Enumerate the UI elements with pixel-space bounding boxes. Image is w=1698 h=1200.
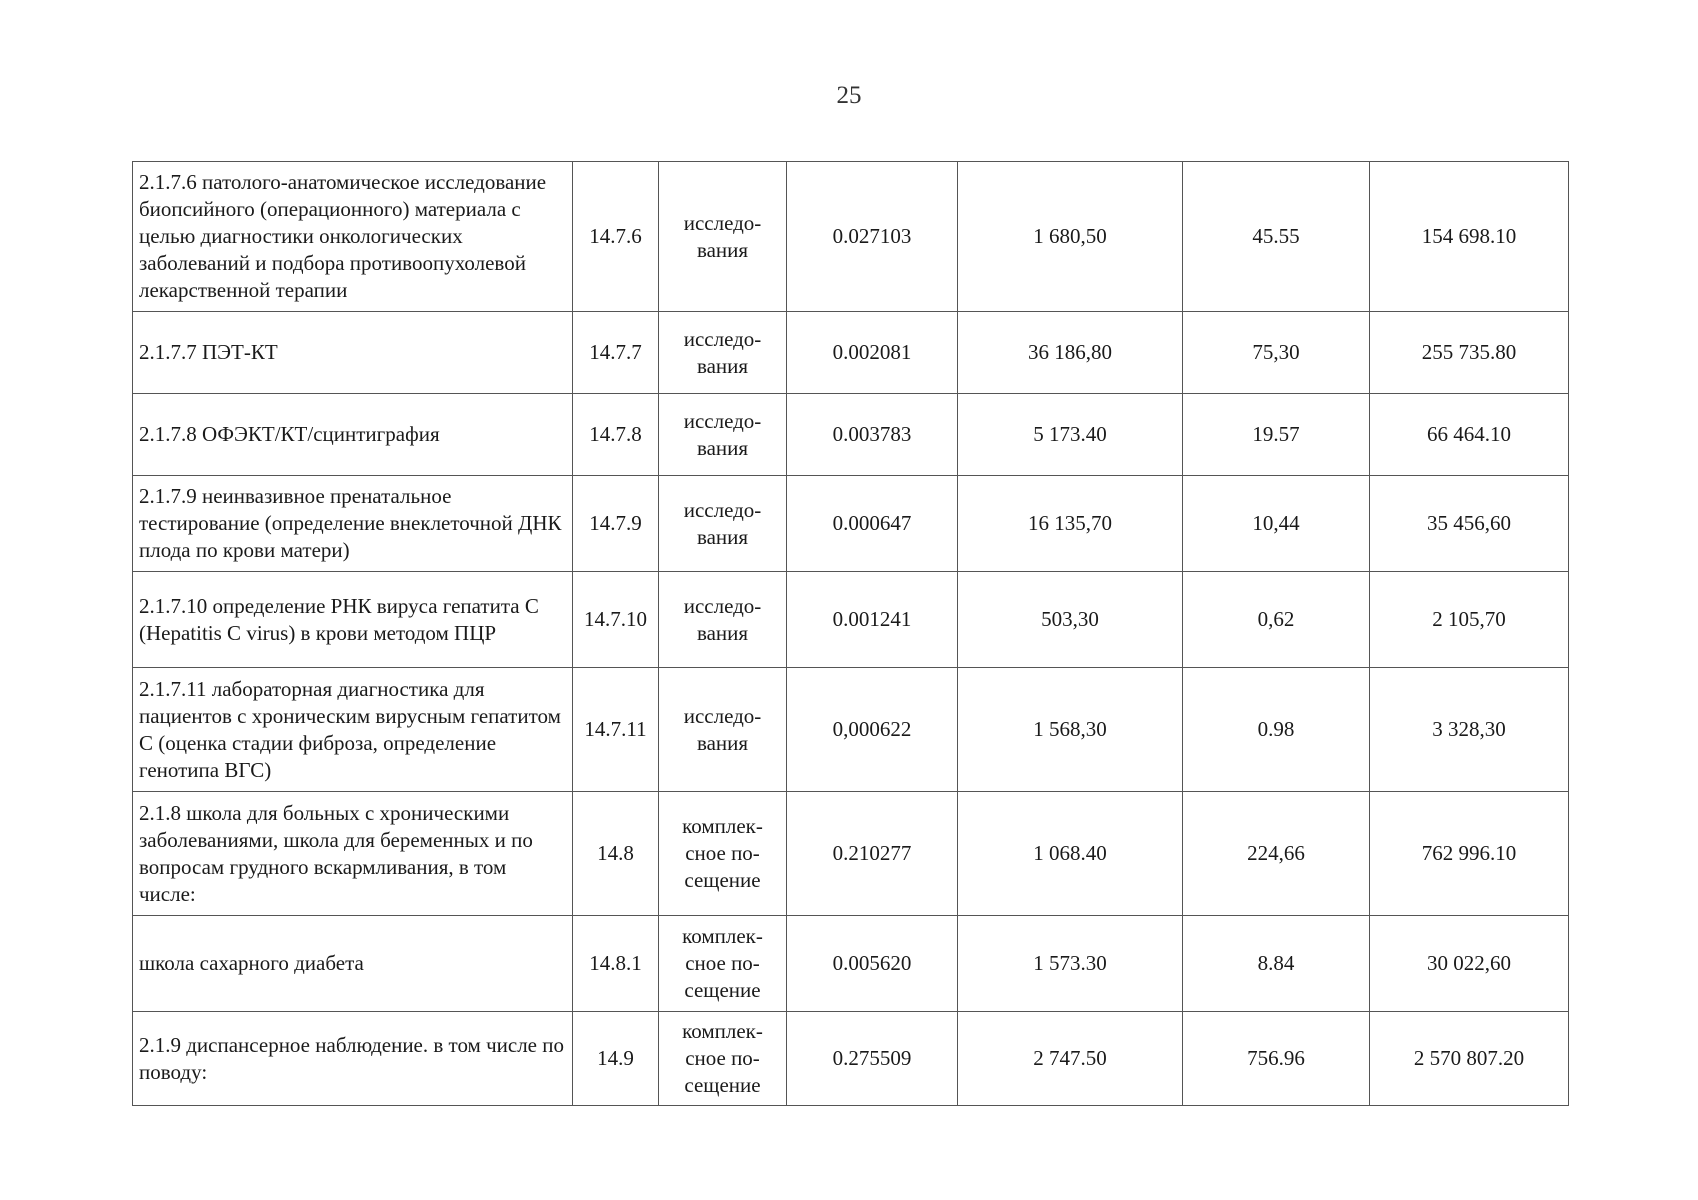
table-row (133, 162, 1569, 312)
table-row (133, 312, 1569, 394)
row-norm: 0.000647 (787, 476, 958, 572)
data-table (132, 161, 1569, 1106)
row-per-capita: 10,44 (1183, 476, 1370, 572)
row-unit: исследо- вания (659, 668, 787, 792)
page-number: 25 (836, 82, 862, 109)
row-per-capita: 0,62 (1183, 572, 1370, 668)
row-norm: 0,000622 (787, 668, 958, 792)
row-name: 2.1.7.8 ОФЭКТ/КТ/сцинтиграфия (133, 394, 573, 476)
table-row (133, 572, 1569, 668)
row-per-capita: 19.57 (1183, 394, 1370, 476)
row-code: 14.8.1 (573, 916, 659, 1012)
row-code: 14.7.9 (573, 476, 659, 572)
row-unit: исследо- вания (659, 572, 787, 668)
row-total: 762 996.10 (1370, 792, 1569, 916)
row-total: 66 464.10 (1370, 394, 1569, 476)
row-unit: комплек- сное по- сещение (659, 916, 787, 1012)
row-per-capita: 8.84 (1183, 916, 1370, 1012)
table-row (133, 1012, 1569, 1106)
row-name: 2.1.8 школа для больных с хроническими заболеваниями, школа для беременных и по вопросам грудного вскармливания, в том числе: (133, 792, 573, 916)
row-per-capita: 224,66 (1183, 792, 1370, 916)
row-code: 14.7.6 (573, 162, 659, 312)
row-norm: 0.275509 (787, 1012, 958, 1106)
row-per-capita: 75,30 (1183, 312, 1370, 394)
row-name: 2.1.7.6 патолого-анатомическое исследование биопсийного (операционного) материала с целью диагностики онкологических заболеваний и подбора противоопухолевой лекарственной терапии (133, 162, 573, 312)
row-name: 2.1.7.7 ПЭТ-КТ (133, 312, 573, 394)
row-total: 2 570 807.20 (1370, 1012, 1569, 1106)
row-unit: комплек- сное по- сещение (659, 1012, 787, 1106)
row-unit: исследо- вания (659, 162, 787, 312)
table-row (133, 916, 1569, 1012)
table-row (133, 476, 1569, 572)
row-norm: 0.210277 (787, 792, 958, 916)
row-name: 2.1.7.10 определение РНК вируса гепатита С (Hepatitis С virus) в крови методом ПЦР (133, 572, 573, 668)
row-cost: 36 186,80 (958, 312, 1183, 394)
table-row (133, 792, 1569, 916)
row-total: 30 022,60 (1370, 916, 1569, 1012)
row-cost: 1 568,30 (958, 668, 1183, 792)
row-per-capita: 756.96 (1183, 1012, 1370, 1106)
row-norm: 0.003783 (787, 394, 958, 476)
row-cost: 1 068.40 (958, 792, 1183, 916)
row-norm: 0.005620 (787, 916, 958, 1012)
table-row (133, 668, 1569, 792)
row-code: 14.7.11 (573, 668, 659, 792)
row-unit: исследо- вания (659, 312, 787, 394)
row-total: 154 698.10 (1370, 162, 1569, 312)
row-norm: 0.001241 (787, 572, 958, 668)
row-cost: 2 747.50 (958, 1012, 1183, 1106)
row-name: 2.1.9 диспансерное наблюдение. в том числе по поводу: (133, 1012, 573, 1106)
row-per-capita: 45.55 (1183, 162, 1370, 312)
row-name: 2.1.7.9 неинвазивное пренатальное тестирование (определение внеклеточной ДНК плода по крови матери) (133, 476, 573, 572)
row-total: 3 328,30 (1370, 668, 1569, 792)
row-per-capita: 0.98 (1183, 668, 1370, 792)
row-code: 14.9 (573, 1012, 659, 1106)
row-cost: 1 573.30 (958, 916, 1183, 1012)
row-code: 14.7.10 (573, 572, 659, 668)
row-cost: 1 680,50 (958, 162, 1183, 312)
row-unit: комплек- сное по- сещение (659, 792, 787, 916)
row-code: 14.7.7 (573, 312, 659, 394)
row-norm: 0.027103 (787, 162, 958, 312)
row-cost: 5 173.40 (958, 394, 1183, 476)
table-row (133, 394, 1569, 476)
row-total: 255 735.80 (1370, 312, 1569, 394)
row-total: 2 105,70 (1370, 572, 1569, 668)
row-cost: 503,30 (958, 572, 1183, 668)
row-name: 2.1.7.11 лабораторная диагностика для пациентов с хроническим вирусным гепатитом С (оценка стадии фиброза, определение генотипа ВГС) (133, 668, 573, 792)
row-code: 14.7.8 (573, 394, 659, 476)
row-code: 14.8 (573, 792, 659, 916)
row-total: 35 456,60 (1370, 476, 1569, 572)
row-unit: исследо- вания (659, 394, 787, 476)
row-cost: 16 135,70 (958, 476, 1183, 572)
row-name: школа сахарного диабета (133, 916, 573, 1012)
row-unit: исследо- вания (659, 476, 787, 572)
row-norm: 0.002081 (787, 312, 958, 394)
